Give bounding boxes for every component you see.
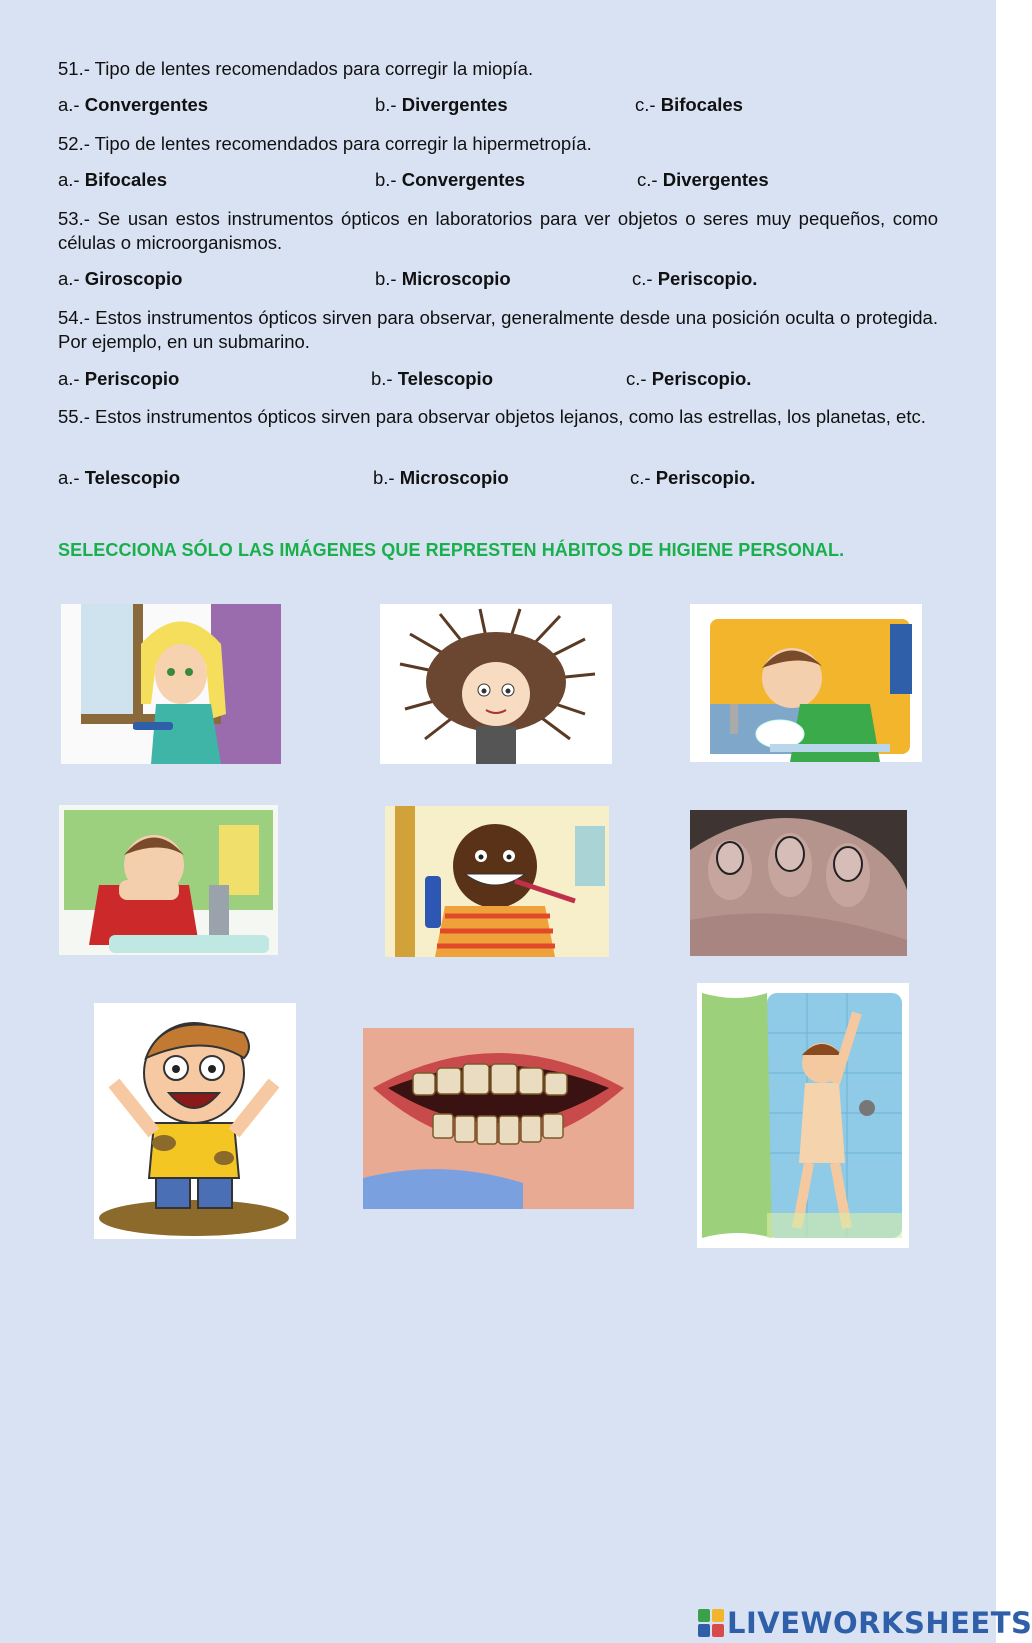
question-53: 53.- Se usan estos instrumentos ópticos en laboratorios para ver objetos o seres muy pequeños, como células o microorganismos. (58, 208, 938, 253)
option-53-c[interactable]: c.- Periscopio. (632, 268, 758, 289)
girl-brushing-teeth-icon (61, 604, 281, 764)
image-decayed-teeth[interactable] (363, 1028, 634, 1209)
image-girl-brushing-teeth[interactable] (61, 604, 281, 764)
section-heading: SELECCIONA SÓLO LAS IMÁGENES QUE REPRESTEN HÁBITOS DE HIGIENE PERSONAL. (58, 540, 845, 560)
image-boy-washing-face[interactable] (59, 805, 278, 955)
option-52-a[interactable]: a.- Bifocales (58, 169, 167, 190)
boy-brushing-teeth-icon (385, 806, 609, 957)
question-55: 55.- Estos instrumentos ópticos sirven para observar objetos lejanos, como las estrellas, los planetas, etc. (58, 406, 926, 427)
option-55-c[interactable]: c.- Periscopio. (630, 467, 756, 488)
image-boy-washing-hands[interactable] (690, 604, 922, 762)
image-boy-brushing-teeth[interactable] (385, 806, 609, 957)
option-52-c[interactable]: c.- Divergentes (637, 169, 769, 190)
option-53-a[interactable]: a.- Giroscopio (58, 268, 183, 289)
decayed-teeth-icon (363, 1028, 634, 1209)
question-54: 54.- Estos instrumentos ópticos sirven para observar, generalmente desde una posición oculta o protegida. Por ejemplo, en un submarino. (58, 307, 938, 352)
boy-washing-face-icon (59, 805, 278, 955)
option-54-c[interactable]: c.- Periscopio. (626, 368, 752, 389)
image-dirty-fingernails[interactable] (690, 810, 907, 956)
image-messy-hair-child[interactable] (380, 604, 612, 764)
boy-washing-hands-icon (690, 604, 922, 762)
child-showering-icon (697, 983, 909, 1248)
option-52-b[interactable]: b.- Convergentes (375, 169, 526, 190)
question-52: 52.- Tipo de lentes recomendados para corregir la hipermetropía. (58, 133, 592, 154)
option-51-a[interactable]: a.- Convergentes (58, 94, 209, 115)
dirty-fingernails-icon (690, 810, 907, 956)
option-55-a[interactable]: a.- Telescopio (58, 467, 180, 488)
question-51: 51.- Tipo de lentes recomendados para corregir la miopía. (58, 58, 534, 79)
liveworksheets-logo (698, 1606, 1032, 1640)
option-51-c[interactable]: c.- Bifocales (635, 94, 743, 115)
option-55-b[interactable]: b.- Microscopio (373, 467, 509, 488)
brand-name: LIVEWORKSHEETS (727, 1606, 1032, 1640)
option-54-b[interactable]: b.- Telescopio (371, 368, 493, 389)
image-child-showering[interactable] (697, 983, 909, 1248)
messy-hair-child-icon (380, 604, 612, 764)
muddy-boy-icon (94, 1003, 296, 1239)
image-muddy-boy[interactable] (94, 1003, 296, 1239)
option-51-b[interactable]: b.- Divergentes (375, 94, 508, 115)
option-53-b[interactable]: b.- Microscopio (375, 268, 511, 289)
liveworksheets-mark-icon (698, 1609, 724, 1637)
option-54-a[interactable]: a.- Periscopio (58, 368, 180, 389)
